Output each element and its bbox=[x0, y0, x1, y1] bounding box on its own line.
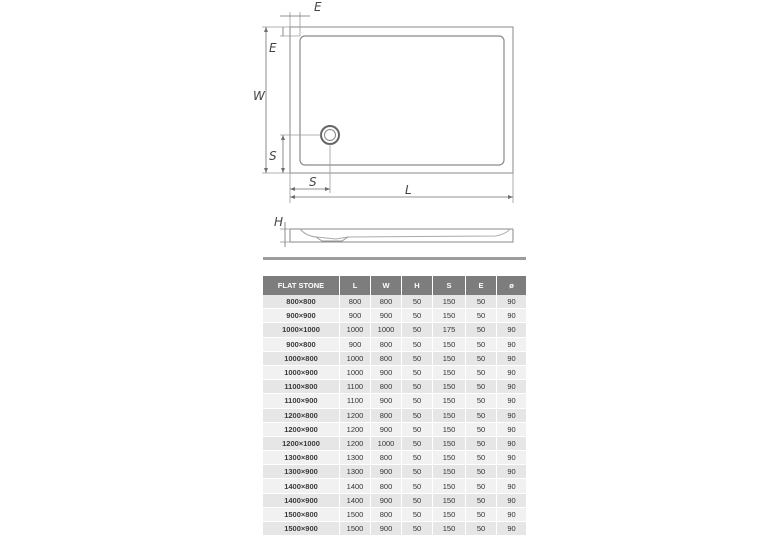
table-cell: 150 bbox=[433, 380, 466, 394]
table-cell: 90 bbox=[497, 338, 526, 352]
table-cell: 90 bbox=[497, 409, 526, 423]
table-row bbox=[263, 295, 526, 309]
table-cell: 90 bbox=[497, 508, 526, 522]
table-cell: 1400 bbox=[340, 479, 371, 493]
table-cell: 150 bbox=[433, 423, 466, 437]
table-cell-model: 900×900 bbox=[263, 309, 340, 323]
table-cell: 50 bbox=[466, 295, 497, 309]
table-cell-model: 1100×900 bbox=[263, 394, 340, 408]
table-cell-model: 1300×800 bbox=[263, 451, 340, 465]
table-cell: 90 bbox=[497, 437, 526, 451]
header-w: W bbox=[371, 276, 402, 295]
table-cell: 900 bbox=[371, 465, 402, 479]
table-cell: 90 bbox=[497, 423, 526, 437]
table-cell: 150 bbox=[433, 508, 466, 522]
table-row bbox=[263, 508, 526, 522]
table-cell: 150 bbox=[433, 437, 466, 451]
table-cell: 50 bbox=[402, 394, 433, 408]
table-cell: 800 bbox=[371, 338, 402, 352]
dim-label-e-top: E bbox=[314, 0, 322, 14]
section-divider bbox=[263, 257, 526, 260]
table-cell: 50 bbox=[466, 451, 497, 465]
table-cell: 1300 bbox=[340, 451, 371, 465]
tray-side-profile bbox=[290, 229, 513, 242]
spec-table bbox=[263, 276, 526, 536]
table-cell: 150 bbox=[433, 465, 466, 479]
table-cell: 90 bbox=[497, 394, 526, 408]
table-cell: 50 bbox=[466, 522, 497, 536]
table-cell-model: 1200×1000 bbox=[263, 437, 340, 451]
table-cell: 800 bbox=[371, 451, 402, 465]
dim-label-s-left: S bbox=[269, 149, 277, 163]
table-cell: 150 bbox=[433, 352, 466, 366]
table-row bbox=[263, 394, 526, 408]
table-cell: 50 bbox=[466, 465, 497, 479]
table-cell-model: 1400×800 bbox=[263, 479, 340, 493]
table-cell: 1000 bbox=[340, 366, 371, 380]
table-row bbox=[263, 323, 526, 337]
table-cell-model: 1000×900 bbox=[263, 366, 340, 380]
table-cell: 1000 bbox=[371, 323, 402, 337]
header-e: E bbox=[466, 276, 497, 295]
table-cell-model: 1000×800 bbox=[263, 352, 340, 366]
table-cell: 90 bbox=[497, 323, 526, 337]
table-cell: 50 bbox=[466, 338, 497, 352]
table-cell: 175 bbox=[433, 323, 466, 337]
table-cell: 90 bbox=[497, 451, 526, 465]
table-cell: 50 bbox=[402, 437, 433, 451]
table-cell: 1000 bbox=[371, 437, 402, 451]
table-cell: 50 bbox=[466, 366, 497, 380]
table-cell: 1000 bbox=[340, 352, 371, 366]
table-cell: 150 bbox=[433, 295, 466, 309]
table-header-row bbox=[263, 276, 526, 295]
table-row bbox=[263, 380, 526, 394]
table-cell: 50 bbox=[402, 352, 433, 366]
table-cell: 50 bbox=[402, 366, 433, 380]
table-cell: 800 bbox=[340, 295, 371, 309]
table-cell: 900 bbox=[371, 366, 402, 380]
table-cell-model: 1500×900 bbox=[263, 522, 340, 536]
dim-label-e-left: E bbox=[269, 41, 277, 55]
table-cell: 50 bbox=[402, 423, 433, 437]
table-row bbox=[263, 366, 526, 380]
table-cell: 1100 bbox=[340, 394, 371, 408]
table-cell: 50 bbox=[402, 479, 433, 493]
table-cell: 50 bbox=[402, 309, 433, 323]
table-cell: 1000 bbox=[340, 323, 371, 337]
table-cell: 150 bbox=[433, 394, 466, 408]
table-cell: 1500 bbox=[340, 522, 371, 536]
table-cell: 90 bbox=[497, 309, 526, 323]
table-cell: 50 bbox=[466, 352, 497, 366]
table-cell: 50 bbox=[466, 394, 497, 408]
table-cell: 90 bbox=[497, 465, 526, 479]
table-cell: 90 bbox=[497, 295, 526, 309]
table-cell-model: 1100×800 bbox=[263, 380, 340, 394]
table-cell: 800 bbox=[371, 508, 402, 522]
table-row bbox=[263, 423, 526, 437]
header-model: FLAT STONE bbox=[263, 276, 340, 295]
table-cell-model: 1500×800 bbox=[263, 508, 340, 522]
table-cell: 50 bbox=[466, 494, 497, 508]
table-cell: 800 bbox=[371, 380, 402, 394]
table-cell: 50 bbox=[466, 437, 497, 451]
tray-inner-basin bbox=[300, 36, 504, 165]
table-cell: 900 bbox=[371, 423, 402, 437]
header-s: S bbox=[433, 276, 466, 295]
table-cell: 900 bbox=[371, 309, 402, 323]
technical-drawing bbox=[0, 0, 765, 270]
table-row bbox=[263, 409, 526, 423]
table-cell: 150 bbox=[433, 366, 466, 380]
header-diameter: ø bbox=[497, 276, 526, 295]
table-cell: 50 bbox=[466, 323, 497, 337]
table-cell: 150 bbox=[433, 338, 466, 352]
table-cell-model: 800×800 bbox=[263, 295, 340, 309]
table-cell: 800 bbox=[371, 479, 402, 493]
table-cell: 50 bbox=[466, 479, 497, 493]
table-cell: 800 bbox=[371, 295, 402, 309]
table-cell: 150 bbox=[433, 479, 466, 493]
dim-label-h: H bbox=[274, 215, 284, 229]
table-cell: 90 bbox=[497, 494, 526, 508]
table-cell: 50 bbox=[402, 295, 433, 309]
table-cell-model: 1400×900 bbox=[263, 494, 340, 508]
table-body bbox=[263, 295, 526, 536]
table-row bbox=[263, 352, 526, 366]
table-row bbox=[263, 338, 526, 352]
table-cell: 50 bbox=[402, 451, 433, 465]
table-cell: 50 bbox=[402, 323, 433, 337]
table-row bbox=[263, 309, 526, 323]
table-cell: 1200 bbox=[340, 423, 371, 437]
table-cell: 1500 bbox=[340, 508, 371, 522]
table-row bbox=[263, 465, 526, 479]
table-cell: 1300 bbox=[340, 465, 371, 479]
table-cell: 150 bbox=[433, 309, 466, 323]
table-cell-model: 1300×900 bbox=[263, 465, 340, 479]
table-cell: 50 bbox=[466, 508, 497, 522]
dim-label-s-bottom: S bbox=[309, 175, 317, 189]
dim-label-w: W bbox=[253, 89, 265, 103]
table-cell: 150 bbox=[433, 451, 466, 465]
table-cell: 90 bbox=[497, 522, 526, 536]
table-cell-model: 900×800 bbox=[263, 338, 340, 352]
table-cell-model: 1200×900 bbox=[263, 423, 340, 437]
table-cell: 900 bbox=[371, 522, 402, 536]
table-cell: 900 bbox=[340, 338, 371, 352]
table-cell-model: 1200×800 bbox=[263, 409, 340, 423]
table-cell: 50 bbox=[402, 380, 433, 394]
table-cell: 50 bbox=[402, 494, 433, 508]
table-cell: 50 bbox=[466, 423, 497, 437]
table-cell: 900 bbox=[340, 309, 371, 323]
table-cell: 1200 bbox=[340, 437, 371, 451]
table-cell: 50 bbox=[466, 380, 497, 394]
table-cell: 50 bbox=[466, 309, 497, 323]
table-row bbox=[263, 437, 526, 451]
table-cell: 800 bbox=[371, 352, 402, 366]
table-cell-model: 1000×1000 bbox=[263, 323, 340, 337]
table-row bbox=[263, 451, 526, 465]
table-cell: 50 bbox=[466, 409, 497, 423]
table-cell: 90 bbox=[497, 380, 526, 394]
table-cell: 90 bbox=[497, 366, 526, 380]
table-cell: 900 bbox=[371, 494, 402, 508]
table-cell: 50 bbox=[402, 508, 433, 522]
table-cell: 800 bbox=[371, 409, 402, 423]
table-cell: 1200 bbox=[340, 409, 371, 423]
header-h: H bbox=[402, 276, 433, 295]
table-cell: 1400 bbox=[340, 494, 371, 508]
table-cell: 150 bbox=[433, 494, 466, 508]
table-cell: 50 bbox=[402, 409, 433, 423]
table-row bbox=[263, 522, 526, 536]
table-cell: 1100 bbox=[340, 380, 371, 394]
table-row bbox=[263, 479, 526, 493]
table-cell: 90 bbox=[497, 352, 526, 366]
table-cell: 150 bbox=[433, 409, 466, 423]
table-cell: 90 bbox=[497, 479, 526, 493]
header-l: L bbox=[340, 276, 371, 295]
table-cell: 50 bbox=[402, 465, 433, 479]
table-cell: 150 bbox=[433, 522, 466, 536]
table-cell: 50 bbox=[402, 338, 433, 352]
table-cell: 900 bbox=[371, 394, 402, 408]
table-cell: 50 bbox=[402, 522, 433, 536]
table-row bbox=[263, 494, 526, 508]
dim-label-l: L bbox=[405, 183, 412, 197]
